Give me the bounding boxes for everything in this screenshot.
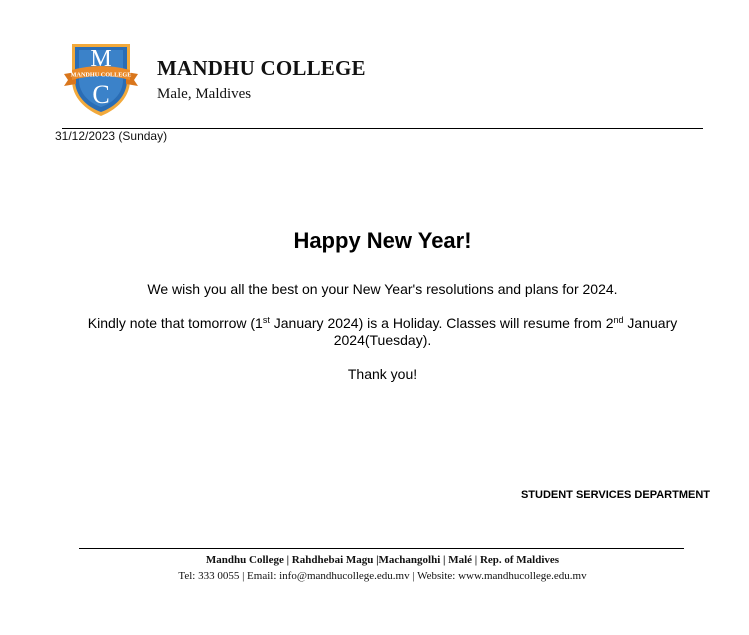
holiday-text-part3: January 2024(Tuesday). <box>333 315 678 348</box>
holiday-text-part2: January 2024) is a Holiday. Classes will resume from 2 <box>269 315 614 331</box>
thank-you-line: Thank you! <box>347 366 418 382</box>
college-name: MANDHU COLLEGE <box>157 56 366 80</box>
holiday-text-part1: Kindly note that tomorrow (1 <box>87 315 263 331</box>
college-logo <box>62 40 140 118</box>
logo-monogram-m: M <box>90 46 112 72</box>
footer-divider <box>79 548 684 549</box>
notice-date: 31/12/2023 (Sunday) <box>55 129 168 143</box>
logo-banner-text: MANDHU COLLEGE <box>70 71 132 79</box>
logo-monogram-c: C <box>92 80 110 109</box>
department-signature: STUDENT SERVICES DEPARTMENT <box>520 489 710 501</box>
holiday-paragraph <box>60 315 705 349</box>
holiday-sup-1: st <box>262 315 270 325</box>
notice-title: Happy New Year! <box>293 228 472 253</box>
footer-address: Mandhu College | Rahdhebai Magu |Machangolhi | Malé | Rep. of Maldives <box>205 554 560 566</box>
college-location: Male, Maldives <box>157 86 252 102</box>
holiday-sup-2: nd <box>613 315 624 325</box>
footer-contact: Tel: 333 0055 | Email: info@mandhucollege.edu.mv | Website: www.mandhucollege.edu.mv <box>178 570 587 582</box>
wish-paragraph: We wish you all the best on your New Year's resolutions and plans for 2024. <box>147 281 618 297</box>
